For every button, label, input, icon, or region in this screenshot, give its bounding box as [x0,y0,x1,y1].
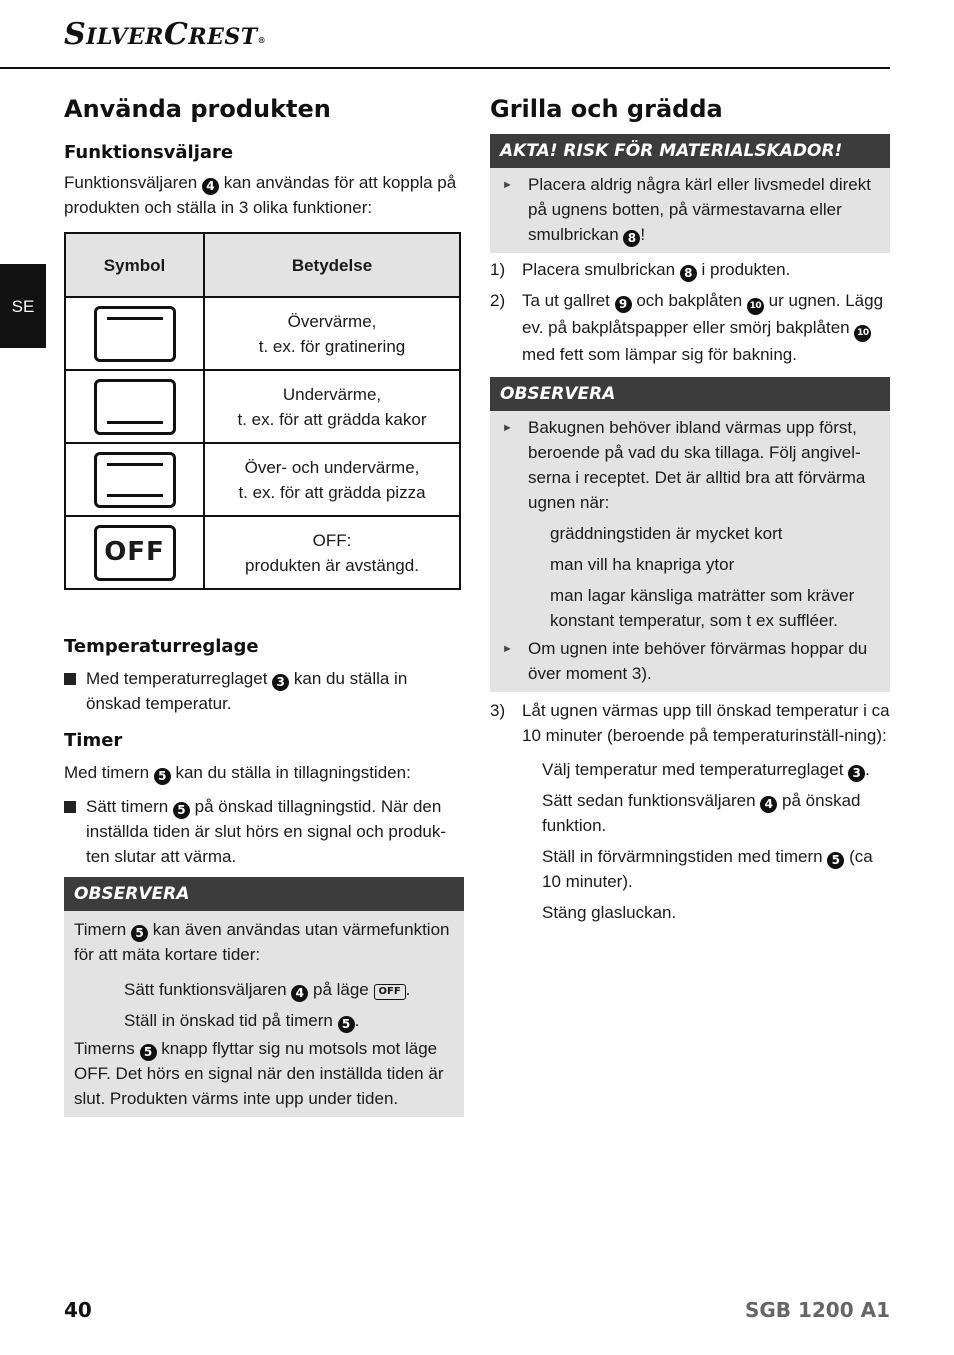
warning-header: AKTA! RISK FÖR MATERIALSKADOR! [490,134,890,168]
list-item: ► Placera aldrig några kärl eller livsmedel direkt på ugnens botten, på värmestavarna eller smulbrickan 8 ! [502,175,871,245]
left-column [64,92,464,1117]
logo-letter: C [163,17,189,52]
function-table [64,232,461,590]
number-3-icon: 3 [848,765,865,782]
list-item: ► Bakugnen behöver ibland värmas upp först, beroende på vad du ska tillaga. Följ angivel-serna i receptet. Det är alltid bra att förvärma ugnen när: [500,415,880,515]
function-selector-heading: Funktionsväljare [64,142,234,163]
arrow-bullet-icon: ► [502,643,513,655]
list-item: ► Om ugnen inte behöver förvärmas hoppar du över moment 3). [500,636,880,686]
step-2: 2) Ta ut gallret 9 och bakplåten 10 ur ugnen. Lägg ev. på bakplåtspapper eller smörj bakplåten 10 med fett som lämpar sig för bakning. [490,291,884,364]
top-heat-icon [94,306,176,362]
number-3-icon: 3 [272,674,289,691]
column-header-symbol: Symbol [65,233,204,297]
number-8-icon: 8 [623,230,640,247]
table-row: Övervärme, t. ex. för gratinering [65,297,460,370]
registered-mark: ® [257,35,267,45]
temperature-heading: Temperaturreglage [64,636,259,657]
step-3: 3) Låt ugnen värmas upp till önskad temperatur i ca 10 minuter (beroende på temperaturinställ-ning): [490,701,890,745]
number-5-icon: 5 [131,925,148,942]
page-number: 40 [64,1298,92,1322]
model-number: SGB 1200 A1 [744,1298,890,1322]
table-row: Undervärme, t. ex. för att grädda kakor [65,370,460,443]
timer-heading: Timer [64,730,123,751]
timer-intro: Med timern 5 kan du ställa in tillagningstiden: [64,763,411,783]
timer-note-box: OBSERVERA Timern 5 kan även användas utan värmefunktion för att mäta kortare tider: Sätt funktionsväljaren 4 på läge OFF . Ställ in önskad tid på timern 5 . Timerns 5 knapp flyttar sig nu motsols mot läge OFF. Det hörs en signal när den inställda tiden är slut. Produkten värms inte upp under tiden. [64,877,464,1117]
number-4-icon: 4 [291,985,308,1002]
function-selector-intro: Funktionsväljaren 4 kan användas för att koppla på produkten och ställa in 3 olika funktioner: [64,173,457,217]
bullet-square-icon [64,673,76,685]
logo-letter: S [64,17,87,52]
number-5-icon: 5 [154,768,171,785]
number-5-icon: 5 [140,1044,157,1061]
off-icon: OFF [94,525,176,581]
arrow-bullet-icon: ► [502,179,513,191]
column-header-meaning: Betydelse [204,233,460,297]
top-bottom-heat-icon [94,452,176,508]
number-10-icon: 10 [854,325,871,342]
arrow-bullet-icon: ► [502,422,513,434]
number-5-icon: 5 [827,852,844,869]
header-rule [0,67,890,69]
number-9-icon: 9 [615,296,632,313]
table-row: OFF OFF: produkten är avstängd. [65,516,460,589]
number-4-icon: 4 [202,178,219,195]
number-10-icon: 10 [747,298,764,315]
list-item: Med temperaturreglaget 3 kan du ställa in önskad temperatur. [64,666,464,716]
warning-box [490,134,890,253]
table-row: Över- och undervärme, t. ex. för att grädda pizza [65,443,460,516]
right-column [490,92,890,925]
section-title: Använda produkten [64,95,331,123]
number-8-icon: 8 [680,265,697,282]
note-header: OBSERVERA [490,377,890,411]
off-badge-icon: OFF [374,984,406,1000]
step-3-substeps: Välj temperatur med temperaturreglaget 3 . Sätt sedan funktionsväljaren 4 på önskad funktion. Ställ in förvärmningstiden med timern 5 (ca 10 minuter). Stäng glasluckan. [542,760,873,922]
number-5-icon: 5 [338,1016,355,1033]
language-label: SE [11,296,35,316]
preheat-note-box: OBSERVERA ► Bakugnen behöver ibland värmas upp först, beroende på vad du ska tillaga. Följ angivel-serna i receptet. Det är alltid bra att förvärma ugnen när: gräddningstiden är mycket kort man vill ha knapriga ytor man lagar känsliga maträtter som kräver konstant temperatur, som t ex suffléer. ► Om ugnen inte behöver förvärmas hoppar du över moment 3). [490,377,890,692]
bullet-square-icon [64,801,76,813]
list-item: Sätt timern 5 på önskad tillagningstid. När den inställda tiden är slut hörs en signal och produk-ten slutar att värma. [64,794,464,869]
logo-text: REST [188,24,258,50]
step-1: 1) Placera smulbrickan 8 i produkten. [490,260,791,280]
number-5-icon: 5 [173,802,190,819]
section-title: Grilla och grädda [490,95,723,123]
bottom-heat-icon [94,379,176,435]
logo-text: ILVER [86,24,164,50]
brand-logo [64,17,267,52]
language-tab [0,264,46,348]
note-header: OBSERVERA [64,877,464,911]
number-4-icon: 4 [760,796,777,813]
